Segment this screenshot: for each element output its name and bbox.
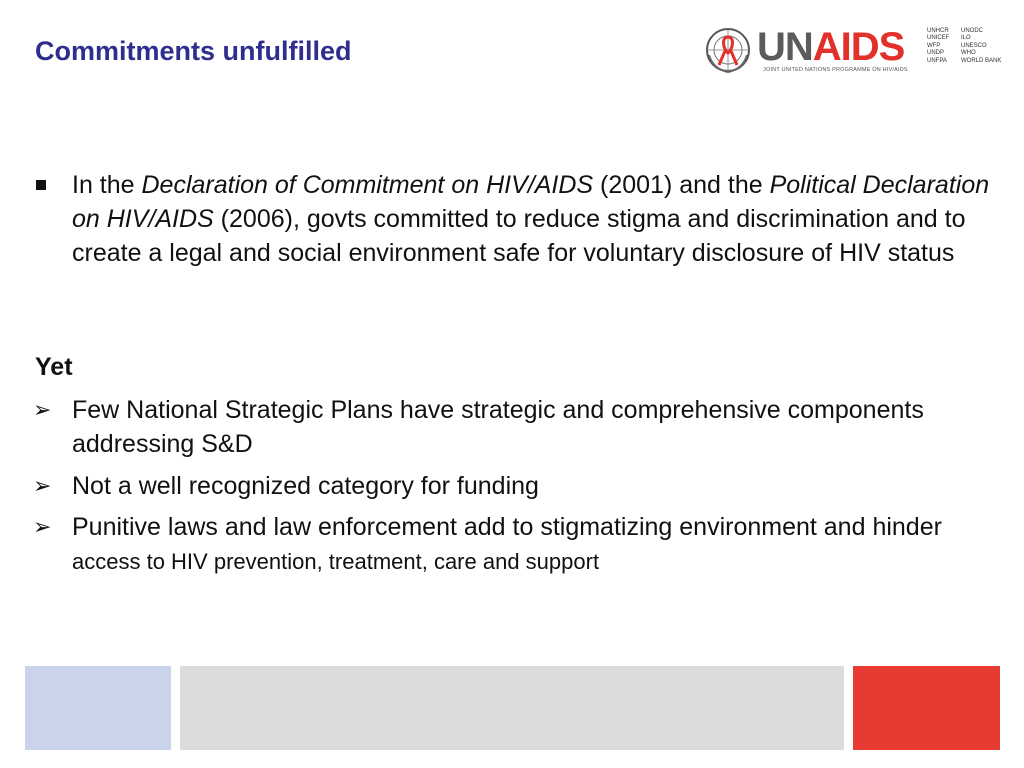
point-punitive-laws-small: access to HIV prevention, treatment, care and support	[72, 549, 600, 574]
cosponsor-label: UNICEF	[927, 35, 950, 42]
arrow-bullet-icon: ➢	[33, 397, 52, 422]
cosponsor-label: UNDP	[927, 50, 945, 57]
point-funding: Not a well recognized category for funding	[72, 472, 539, 500]
cosponsors-column-1	[927, 28, 949, 65]
declaration-2001-title: Declaration of Commitment on HIV/AIDS	[141, 171, 594, 199]
logo-wordmark	[757, 25, 904, 69]
logo-aids: AIDS	[812, 25, 905, 69]
yet-heading: Yet	[35, 353, 73, 381]
logo-tagline: JOINT UNITED NATIONS PROGRAMME ON HIV/AIDS	[763, 67, 908, 73]
declaration-2006-title: Political Declaration on HIV/AIDS	[72, 171, 990, 233]
arrow-bullet-icon: ➢	[33, 514, 52, 539]
cosponsor-label: UNESCO	[961, 42, 987, 49]
cosponsor-label: ILO	[961, 35, 971, 42]
point-strategic-plans: Few National Strategic Plans have strategic and comprehensive components addressing S&D	[72, 396, 924, 458]
logo-un: UN	[757, 25, 813, 69]
square-bullet-icon	[36, 180, 46, 190]
cosponsor-label: UNODC	[961, 28, 983, 34]
intro-text-3: (2006), govts committed to reduce stigma and discrimination and to create a legal and social environment safe for voluntary disclosure of HIV status	[72, 205, 966, 267]
cosponsors-column-2	[961, 28, 1001, 65]
slide-title: Commitments unfulfilled	[35, 36, 352, 66]
point-punitive-laws	[72, 510, 1002, 579]
intro-paragraph	[72, 168, 1002, 270]
footer-bar-gray	[180, 666, 844, 750]
footer-bar-red	[853, 666, 1000, 750]
cosponsor-label: UNFPA	[927, 57, 947, 64]
point-punitive-laws-main: Punitive laws and law enforcement add to stigmatizing environment and hinder	[72, 513, 942, 541]
cosponsor-label: WFP	[927, 42, 941, 49]
footer-bar-blue	[25, 666, 171, 750]
un-emblem-icon	[703, 25, 753, 75]
cosponsor-label: UNHCR	[927, 28, 949, 34]
unaids-logo	[703, 22, 1003, 78]
arrow-bullet-icon: ➢	[33, 473, 52, 498]
intro-text-1: In the	[72, 171, 142, 199]
cosponsor-label: WHO	[961, 50, 976, 57]
intro-text-2: (2001) and the	[593, 171, 770, 199]
cosponsor-label: WORLD BANK	[961, 57, 1002, 64]
